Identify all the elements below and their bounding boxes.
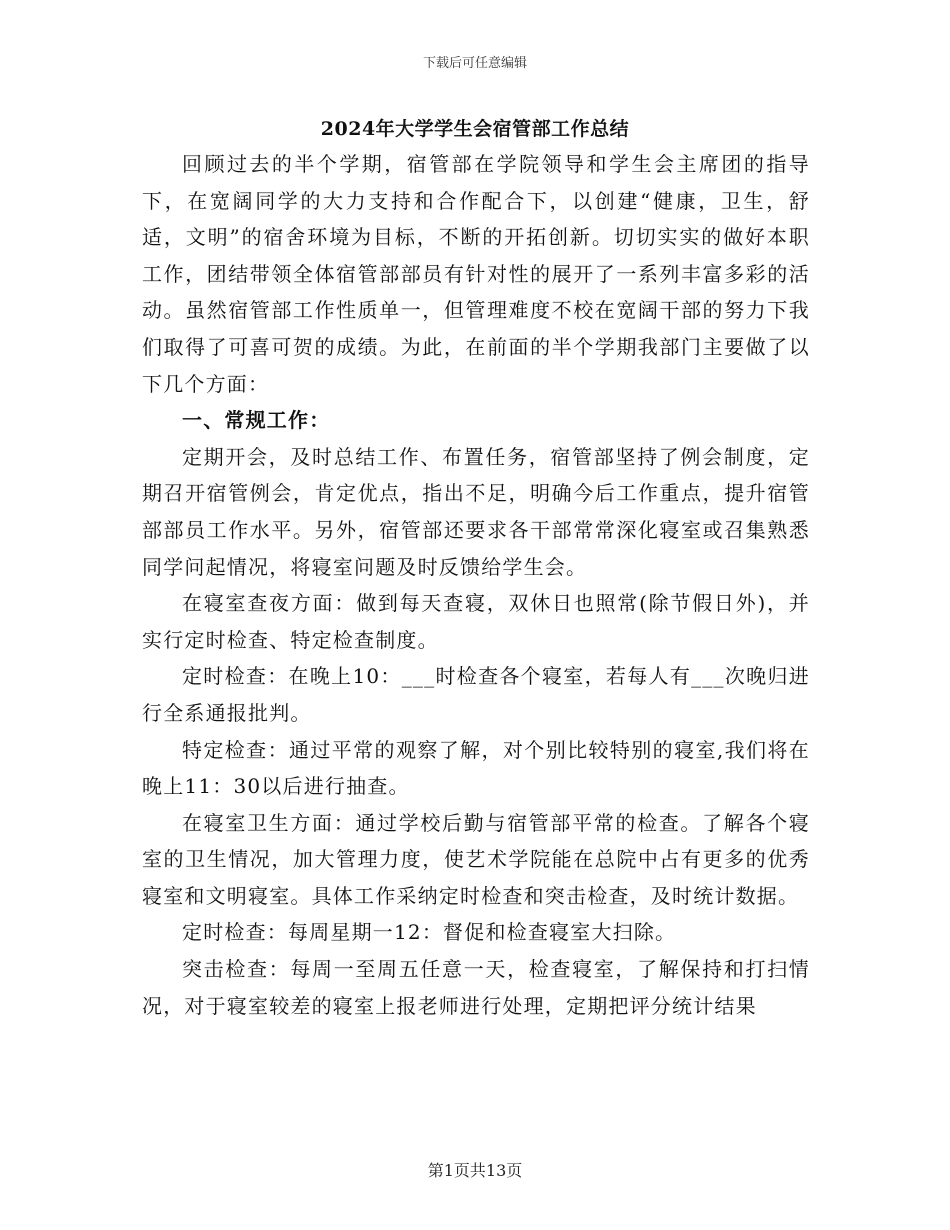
hygiene-paragraph: 在寝室卫生方面：通过学校后勤与宿管部平常的检查。了解各个寝室的卫生情况，加大管理力度，使艺术学院能在总院中占有更多的优秀寝室和文明寝室。具体工作采纳定时检查和突击检查，及时统计数据。 (142, 810, 810, 908)
meeting-paragraph: 定期开会，及时总结工作、布置任务，宿管部坚持了例会制度，定期召开宿管例会，肯定优点，指出不足，明确今后工作重点，提升宿管部部员工作水平。另外，宿管部还要求各干部常常深化寝室或召集熟悉同学问起情况，将寝室问题及时反馈给学生会。 (142, 444, 810, 579)
intro-paragraph: 回顾过去的半个学期，宿管部在学院领导和学生会主席团的指导下，在宽阔同学的大力支持和合作配合下，以创建“健康，卫生，舒适，文明”的宿舍环境为目标，不断的开拓创新。切切实实的做好本职工作，团结带领全体宿管部部员有针对性的展开了一系列丰富多彩的活动。虽然宿管部工作性质单一，但管理难度不校在宽阔干部的努力下我们取得了可喜可贺的成绩。为此，在前面的半个学期我部门主要做了以下几个方面： (142, 152, 810, 396)
document-title: 2024年大学学生会宿管部工作总结 (320, 118, 630, 140)
night-check-paragraph: 在寝室查夜方面：做到每天查寝，双休日也照常(除节假日外)，并实行定时检查、特定检查制度。 (142, 591, 810, 652)
special-night-check-paragraph: 特定检查：通过平常的观察了解，对个别比较特别的寝室,我们将在晚上11：30以后进行抽查。 (142, 737, 810, 799)
scheduled-hygiene-check-paragraph: 定时检查：每周星期一12：督促和检查寝室大扫除。 (182, 920, 677, 945)
header-note: 下载后可任意编辑 (422, 56, 527, 71)
document-body (142, 146, 810, 1024)
section-heading-routine-work: 一、常规工作： (182, 408, 331, 433)
page-number: 第1页共13页 (427, 1161, 523, 1180)
surprise-check-paragraph: 突击检查：每周一至周五任意一天，检查寝室，了解保持和打扫情况，对于寝室较差的寝室上报老师进行处理，定期把评分统计结果 (142, 957, 810, 1018)
scheduled-night-check-paragraph: 定时检查：在晚上10：___时检查各个寝室，若每人有___次晚归进行全系通报批判。 (142, 664, 810, 725)
